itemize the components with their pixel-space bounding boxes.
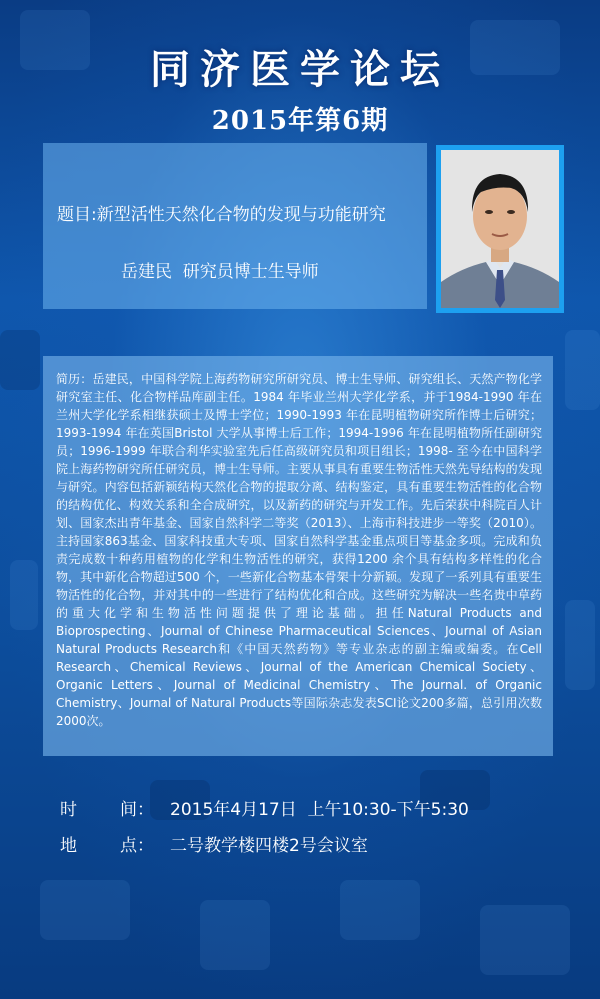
bg-tile <box>340 880 420 940</box>
photo-frame <box>436 145 564 313</box>
event-time: 2015年4月17日 上午10:30-下午5:30 <box>170 800 469 820</box>
time-label-1: 时 <box>60 800 77 820</box>
lecture-topic: 题目:新型活性天然化合物的发现与功能研究 <box>57 205 386 225</box>
topic-panel <box>43 143 427 309</box>
bg-tile <box>480 905 570 975</box>
issue-number: 2015年第6期 <box>211 106 389 136</box>
bg-tile <box>40 880 130 940</box>
speaker-biography: 简历：岳建民，中国科学院上海药物研究所研究员、博士生导师、研究组长、天然产物化学研究室主任、化合物样品库副主任。1984 年毕业兰州大学化学系，并于1984-1990 年在兰州大学化学系相继获硕士及博士学位；1990-1993 年在昆明植物研究所作博士后研究；1993-1994 年在英国Bristol 大学从事博士后工作；1994-1996 年在昆明植物所任副研究员；1996-1999 年联合利华实验室先后任高级研究员和项目组长；1998- 至今在中国科学院上海药物研究所任研究员，博士生导师。主要从事具有重要生物活性天然先导结构的发现与研究。内容包括新颖结构天然化合物的提取分离、结构鉴定，具有重要生物活性的化合物的结构优化、构效关系和全合成研究，以及新药的研究与开发工作。先后荣获中科院百人计划、国家杰出青年基金、国家自然科学二等奖（2013）、上海市科技进步一等奖（2010）。主持国家863基金、国家科技重大专项、国家自然科学基金重点项目等基金多项。完成和负责完成数十种药用植物的化学和生物活性的研究，获得1200 余个具有结构多样性的化合物，其中新化合物超过500 个，一些新化合物基本骨架十分新颖。发现了一系列具有重要生物活性的化合物，并对其中的一些进行了结构优化和合成。这些研究为解决一些名贵中草药的重大化学和生物活性问题提供了理论基础。担任Natural Products and Bioprospecting、Journal of Chinese Pharmaceutical Sciences、Journal of Asian Natural Products Research和《中国天然药物》等专业杂志的副主编或编委。在Cell Research、Chemical Reviews、Journal of the American Chemical Society、Organic Letters、Journal of Medicinal Chemistry、The Journal. of Organic Chemistry、Journal of Natural Products等国际杂志发表SCI论文200多篇，总引用次数2000次。 <box>56 372 542 728</box>
bg-tile <box>565 600 595 690</box>
bg-tile <box>0 330 40 390</box>
event-place: 二号教学楼四楼2号会议室 <box>170 836 368 856</box>
time-label-2: 间： <box>120 800 154 820</box>
place-label-2: 点： <box>120 836 154 856</box>
speaker-portrait-icon <box>441 150 559 308</box>
forum-title: 同济医学论坛 <box>150 46 450 93</box>
bg-tile <box>10 560 38 630</box>
bg-tile <box>565 330 600 410</box>
place-label-1: 地 <box>60 836 77 856</box>
speaker-name: 岳建民 研究员博士生导师 <box>121 262 319 282</box>
bg-tile <box>200 900 270 970</box>
